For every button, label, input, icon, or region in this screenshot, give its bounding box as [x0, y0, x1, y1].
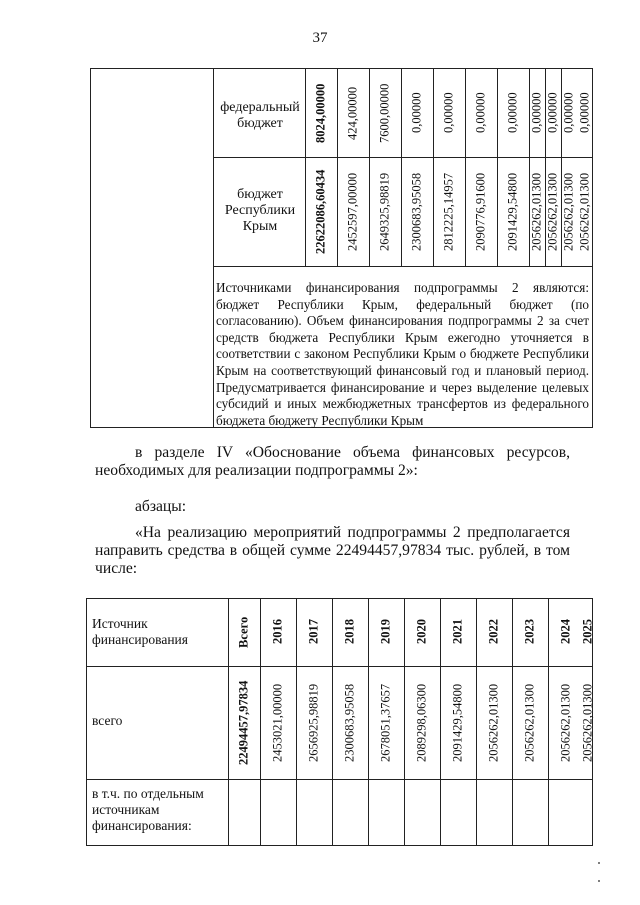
page-number: 37	[312, 30, 328, 46]
section-iv-line2: необходимых для реализации подпрограммы 2»:	[95, 462, 418, 479]
funding-sources-note	[216, 280, 589, 429]
crimea-value: 2056262,01300	[545, 172, 560, 252]
crimea-total: 22622086,60434	[313, 169, 328, 255]
allocation-paragraph	[95, 524, 570, 578]
header-year: 2017	[306, 619, 321, 645]
federal-value: 0,00000	[545, 92, 560, 134]
header-year: 2018	[342, 619, 357, 645]
header-year: 2022	[486, 619, 501, 645]
row-label-federal-budget: федеральный бюджет	[220, 100, 300, 131]
header-total: Всего	[236, 616, 251, 648]
header-year: 2019	[378, 619, 393, 645]
row-label-total: всего	[92, 713, 123, 728]
header-year: 2016	[270, 619, 285, 645]
federal-value: 0,00000	[473, 92, 488, 134]
section-iv-paragraph	[95, 444, 570, 480]
federal-total: 8024,00000	[313, 83, 328, 143]
federal-value: 0,00000	[441, 92, 456, 134]
federal-value: 424,00000	[345, 86, 360, 140]
crimea-value: 2090776,91600	[473, 172, 488, 252]
federal-value: 0,00000	[505, 92, 520, 134]
table2-row-divider	[86, 666, 593, 667]
total-value: 2091429,54800	[450, 683, 465, 763]
header-year: 2024	[558, 619, 573, 645]
crimea-value: 2812225,14957	[441, 172, 456, 252]
header-year: 2025	[580, 619, 595, 645]
total-value: 2056262,01300	[558, 683, 573, 763]
federal-value: 0,00000	[577, 92, 592, 134]
funding-sources-note-text: Источниками финансирования подпрограммы 2 являются: бюджет Республики Крым, федеральный бюджет (по согласованию). Объем финансирования подпрограммы 2 за счет средств бюджета Республики Крым ежегодно уточняется в соответствии с законом Республики Крым о бюджете Республики Крым на соответствующий финансовый год и плановый период. Предусматривается финансирование и через выделение целевых субсидий и иных межбюджетных трансфертов из федерального бюджета бюджету Республики Крым	[216, 280, 589, 428]
crimea-value: 2056262,01300	[529, 172, 544, 252]
total-value: 2300683,95058	[342, 683, 357, 763]
crimea-value: 2452597,00000	[345, 172, 360, 252]
paragraphs-label: абзацы:	[135, 498, 187, 515]
section-iv-line1: в разделе IV «Обоснование объема финансовых ресурсов,	[135, 444, 570, 461]
crimea-value: 2056262,01300	[577, 172, 592, 252]
table1-row-divider	[213, 266, 593, 267]
header-year: 2023	[522, 619, 537, 645]
crimea-value: 2091429,54800	[505, 172, 520, 252]
row-label-crimea-budget: бюджет Республики Крым	[224, 187, 296, 234]
federal-value: 0,00000	[409, 92, 424, 134]
total-value: 2056262,01300	[522, 683, 537, 763]
row-label-by-source: в т.ч. по отдельным источникам финансирования:	[92, 786, 204, 833]
crimea-value: 2649325,98819	[377, 172, 392, 252]
total-value: 2089298,06300	[414, 683, 429, 763]
crimea-value: 2056262,01300	[561, 172, 576, 252]
federal-value: 0,00000	[561, 92, 576, 134]
scan-speck	[598, 880, 600, 882]
federal-value: 7600,00000	[377, 83, 392, 143]
total-value: 2056262,01300	[486, 683, 501, 763]
header-year: 2021	[450, 619, 465, 645]
table1-row-divider	[213, 157, 593, 158]
header-source-label: Источник финансирования	[92, 616, 188, 647]
table2-row-divider	[86, 779, 593, 780]
header-year: 2020	[414, 619, 429, 645]
allocation-paragraph-text: «На реализацию мероприятий подпрограммы 2 предполагается направить средства в общей сумме 22494457,97834 тыс. рублей, в том числе:	[95, 524, 570, 577]
grand-total: 22494457,97834	[236, 680, 251, 766]
total-value: 2656925,98819	[306, 683, 321, 763]
scan-speck	[598, 862, 600, 864]
federal-value: 0,00000	[529, 92, 544, 134]
total-value: 2678051,37657	[378, 683, 393, 763]
crimea-value: 2300683,95058	[409, 172, 424, 252]
total-value: 2453021,00000	[270, 683, 285, 763]
total-value: 2056262,01300	[580, 683, 595, 763]
